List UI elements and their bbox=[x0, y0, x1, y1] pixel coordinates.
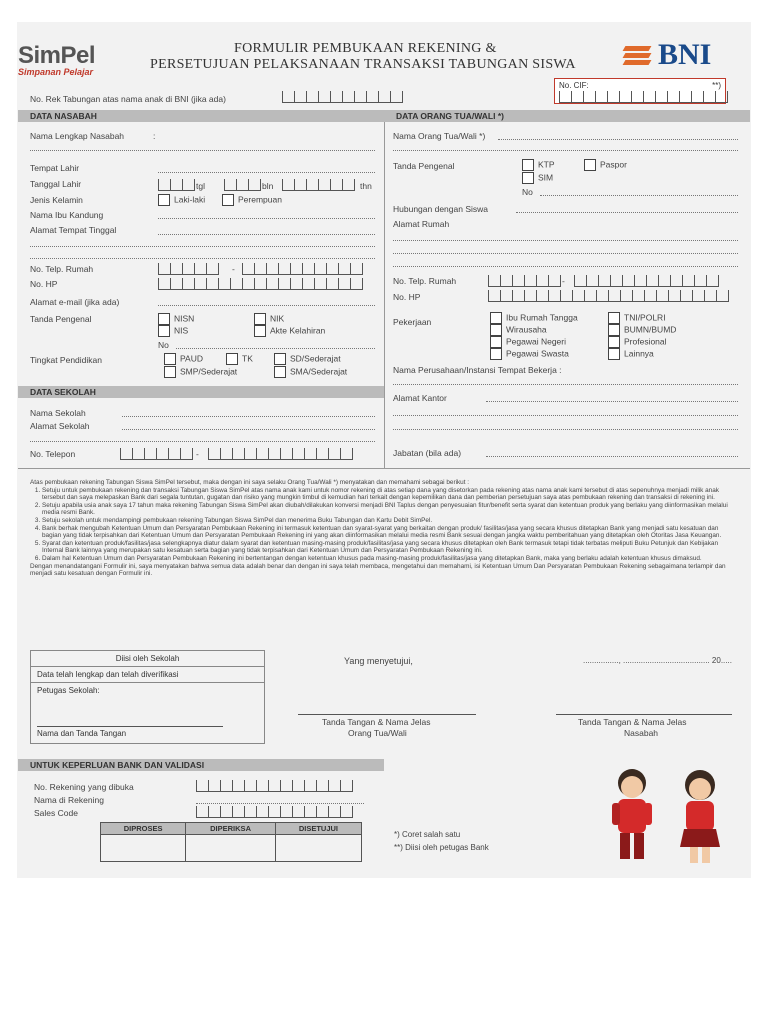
section-bank: UNTUK KEPERLUAN BANK DAN VALIDASI bbox=[18, 759, 384, 771]
alamat-rumah-line-2[interactable] bbox=[393, 253, 738, 254]
nama-ttd-label: Nama dan Tanda Tangan bbox=[37, 729, 127, 738]
alamat-line-3[interactable] bbox=[30, 258, 375, 259]
column-divider bbox=[384, 122, 385, 468]
ortu-nama-label: Nama Orang Tua/Wali *) bbox=[393, 131, 486, 141]
terms-item: 3. Setuju sekolah untuk mendampingi pembukaan rekening Tabungan Siswa SimPel dan menerima Buku Tabungan dan Kartu Debit SimPel. bbox=[42, 517, 734, 525]
cif-field[interactable] bbox=[554, 78, 726, 104]
alamat-line-1[interactable] bbox=[158, 234, 375, 235]
section-divider bbox=[18, 468, 750, 469]
sekolah-telepon-area[interactable] bbox=[120, 448, 193, 460]
sekolah-alamat-line-2[interactable] bbox=[30, 441, 375, 442]
sim-option[interactable]: SIM bbox=[522, 172, 553, 184]
wirausaha-option[interactable]: Wirausaha bbox=[490, 324, 547, 336]
bni-logo bbox=[622, 38, 711, 72]
email-field[interactable] bbox=[158, 305, 375, 306]
nasabah-nama-label: Nama Lengkap Nasabah bbox=[30, 131, 125, 141]
alamat-rumah-label: Alamat Rumah bbox=[393, 219, 450, 229]
bank-rekening-label: No. Rekening yang dibuka bbox=[34, 782, 134, 792]
perusahaan-field[interactable] bbox=[393, 384, 738, 385]
simpel-logo-text: SimPel bbox=[18, 42, 96, 69]
hp-boxes[interactable] bbox=[158, 278, 363, 290]
jenis-kelamin-label: Jenis Kelamin bbox=[30, 195, 83, 205]
nisn-option[interactable]: NISN bbox=[158, 313, 194, 325]
terms-item: 2. Setuju apabila usia anak saya 17 tahun maka rekening Tabungan Siswa SimPel akan diubah/dilakukan konversi menjadi BNI Taplus dengan penyesuaian fitur/benefit serta syarat dan ketentuan produk yang berlaku yang diinformasikan melalui media resmi Bank. bbox=[42, 502, 734, 517]
alamat-rumah-line-3[interactable] bbox=[393, 266, 738, 267]
col-disetujui: DISETUJUI bbox=[275, 823, 361, 835]
smp-option[interactable]: SMP/Sederajat bbox=[164, 366, 237, 378]
ttd-nasabah-2: Nasabah bbox=[624, 728, 659, 738]
simpel-logo-sub: Simpanan Pelajar bbox=[18, 67, 94, 77]
bank-nama-label: Nama di Rekening bbox=[34, 795, 104, 805]
irt-option[interactable]: Ibu Rumah Tangga bbox=[490, 312, 578, 324]
hp-label: No. HP bbox=[30, 279, 58, 289]
sd-option[interactable]: SD/Sederajat bbox=[274, 353, 341, 365]
akte-option[interactable]: Akte Kelahiran bbox=[254, 325, 325, 337]
col-diperiksa: DIPERIKSA bbox=[186, 823, 276, 835]
perempuan-checkbox[interactable] bbox=[222, 194, 234, 206]
title-line-1: FORMULIR PEMBUKAAN REKENING & bbox=[234, 41, 497, 56]
approval-table bbox=[100, 822, 362, 862]
telp-area-boxes[interactable] bbox=[158, 263, 219, 275]
ortu-telp-area[interactable] bbox=[488, 275, 561, 287]
ortu-nama-field[interactable] bbox=[498, 139, 738, 140]
tgl-label: tgl bbox=[196, 181, 205, 191]
simpel-logo bbox=[18, 42, 95, 77]
tempat-lahir-field[interactable] bbox=[158, 172, 375, 173]
note-1: *) Coret salah satu bbox=[394, 830, 461, 839]
sekolah-nama-field[interactable] bbox=[122, 416, 375, 417]
ttd-nasabah-1: Tanda Tangan & Nama Jelas bbox=[578, 717, 687, 727]
swasta-option[interactable]: Pegawai Swasta bbox=[490, 348, 569, 360]
pendidikan-label: Tingkat Pendidikan bbox=[30, 355, 102, 365]
sales-code-boxes[interactable] bbox=[196, 806, 353, 818]
jabatan-label: Jabatan (bila ada) bbox=[393, 448, 462, 458]
nasabah-no-label: No bbox=[158, 340, 169, 350]
col-diproses: DIPROSES bbox=[101, 823, 186, 835]
ibu-label: Nama Ibu Kandung bbox=[30, 210, 104, 220]
section-data-nasabah: DATA NASABAH bbox=[18, 110, 384, 122]
sma-option[interactable]: SMA/Sederajat bbox=[274, 366, 347, 378]
ortu-no-label: No bbox=[522, 187, 533, 197]
terms-intro: Atas pembukaan rekening Tabungan Siswa SimPel tersebut, maka dengan ini saya selaku Orang Tua/Wali *) menyatakan dan memahami sebagai berikut : bbox=[30, 479, 470, 486]
alamat-rumah-line-1[interactable] bbox=[393, 240, 738, 241]
sekolah-alamat-label: Alamat Sekolah bbox=[30, 421, 90, 431]
sekolah-telepon-boxes[interactable] bbox=[208, 448, 353, 460]
ortu-telp-label: No. Telp. Rumah bbox=[393, 276, 457, 286]
terms-item: 1. Setuju untuk pembukaan rekening dan transaksi Tabungan Siswa SimPel atas nama anak kami untuk nomor rekening di atas setiap dana yang disetorkan pada rekening atas nama anak kami tersebut di atas sepenuhnya menjadi milik anak tersebut dan saya melepaskan Bank dari segala tuntutan, gugatan dan risiko yang mungkin timbul di kemudian hari terkait dengan kepemilikan dana dan pemberian persetujuan saya atas pembukaan rekening dan transaksi di rekening ini. bbox=[42, 487, 734, 502]
telp-boxes[interactable] bbox=[242, 263, 363, 275]
sekolah-telepon-label: No. Telepon bbox=[30, 449, 76, 459]
bln-boxes[interactable] bbox=[224, 179, 261, 191]
terms-item: 6. Dalam hal Ketentuan Umum dan Persyaratan Pembukaan Rekening ini bertentangan dengan ketentuan khusus pada masing-masing produk/fasilitas/jasa yang ditetapkan Bank, maka yang berlaku adalah ketentuan khusus dimaksud. bbox=[42, 555, 734, 563]
petugas-sign-line[interactable] bbox=[37, 726, 223, 727]
terms-item: 4. Bank berhak mengubah Ketentuan Umum dan Persyaratan Pembukaan Rekening ini termasuk ketentuan dan syarat-syarat yang berkaitan dengan produk/ fasilitas/jasa yang secara khusus ditetapkan Bank yang menjadi satu kesatuan dan bagian yang tidak terpisahkan dari Ketentuan Umum dan Persyaratan Pembukaan Rekening ini yang akan diinformasikan melalui media resmi Bank sesuai dengan jangka waktu pemberitahuan yang ditetapkan oleh Otoritas Jasa Keuangan. bbox=[42, 525, 734, 540]
nasabah-nama-line[interactable] bbox=[30, 150, 375, 151]
sekolah-nama-label: Nama Sekolah bbox=[30, 408, 86, 418]
tempat-lahir-label: Tempat Lahir bbox=[30, 163, 80, 173]
school-verification-box bbox=[30, 650, 265, 744]
diperiksa-cell[interactable] bbox=[186, 835, 276, 862]
cif-note: **) bbox=[712, 81, 721, 90]
email-label: Alamat e-mail (jika ada) bbox=[30, 297, 120, 307]
cif-boxes[interactable] bbox=[559, 91, 728, 103]
profesional-option[interactable]: Profesional bbox=[608, 336, 667, 348]
section-data-sekolah: DATA SEKOLAH bbox=[18, 386, 384, 398]
disetujui-cell[interactable] bbox=[275, 835, 361, 862]
diproses-cell[interactable] bbox=[101, 835, 186, 862]
ktp-option[interactable]: KTP bbox=[522, 159, 555, 171]
sales-code-label: Sales Code bbox=[34, 808, 78, 818]
ttd-ortu-2: Orang Tua/Wali bbox=[348, 728, 407, 738]
terms-item: 5. Syarat dan ketentuan produk/fasilitas/jasa selengkapnya diatur dalam syarat dan ketentuan masing-masing produk/fasilitas/jasa yang secara khusus ditetapkan oleh Bank termasuk tetapi tidak terbatas meliputi Buku Petunjuk dan Kebijakan Internal Bank lainnya yang merupakan satu kesatuan serta bagian yang tidak terpisahkan dari Ketentuan Umum dan Persyaratan Pembukaan Rekening ini. bbox=[42, 540, 734, 555]
ortu-telp-boxes[interactable] bbox=[574, 275, 719, 287]
note-2: **) Diisi oleh petugas Bank bbox=[394, 843, 489, 852]
pekerjaan-label: Pekerjaan bbox=[393, 317, 432, 327]
tgl-boxes[interactable] bbox=[158, 179, 195, 191]
ortu-no-field[interactable] bbox=[540, 195, 738, 196]
laki-option[interactable]: Laki-laki bbox=[158, 194, 205, 206]
ortu-sign-line[interactable] bbox=[298, 714, 476, 715]
rek-label: No. Rek Tabungan atas nama anak di BNI (jika ada) bbox=[30, 94, 226, 104]
nasabah-sign-line[interactable] bbox=[556, 714, 732, 715]
ttd-ortu-1: Tanda Tangan & Nama Jelas bbox=[322, 717, 431, 727]
bni-logo-text: BNI bbox=[658, 38, 712, 71]
title-line-2: PERSETUJUAN PELAKSANAAN TRANSAKSI TABUNGAN SISWA bbox=[150, 57, 576, 72]
ortu-hp-label: No. HP bbox=[393, 292, 421, 302]
bni-mark-icon bbox=[622, 42, 654, 68]
kantor-field-3[interactable] bbox=[393, 429, 738, 430]
tni-option[interactable]: TNI/POLRI bbox=[608, 312, 666, 324]
rek-boxes[interactable] bbox=[282, 91, 403, 103]
thn-label: thn bbox=[360, 181, 372, 191]
menyetujui-label: Yang menyetujui, bbox=[344, 656, 413, 666]
date-line[interactable]: ................, ....................................... 20..... bbox=[583, 656, 732, 665]
bumn-option[interactable]: BUMN/BUMD bbox=[608, 324, 676, 336]
ortu-pengenal-label: Tanda Pengenal bbox=[393, 161, 455, 171]
sekolah-alamat-field[interactable] bbox=[122, 429, 375, 430]
jabatan-field[interactable] bbox=[486, 456, 738, 457]
pengenal-label: Tanda Pengenal bbox=[30, 314, 92, 324]
kantor-field-1[interactable] bbox=[486, 401, 738, 402]
cif-label: No. CIF: bbox=[559, 81, 589, 90]
section-data-ortu: DATA ORANG TUA/WALI *) bbox=[384, 110, 750, 122]
pns-option[interactable]: Pegawai Negeri bbox=[490, 336, 566, 348]
tk-option[interactable]: TK bbox=[226, 353, 253, 365]
bank-nama-field[interactable] bbox=[196, 803, 364, 804]
form-title bbox=[150, 41, 610, 73]
petugas-label: Petugas Sekolah: bbox=[37, 686, 100, 695]
students-illustration bbox=[600, 763, 730, 873]
tanggal-lahir-label: Tanggal Lahir bbox=[30, 179, 82, 189]
terms-block bbox=[30, 479, 734, 578]
nasabah-no-field[interactable] bbox=[176, 348, 375, 349]
hubungan-field[interactable] bbox=[516, 212, 738, 213]
lainnya-option[interactable]: Lainnya bbox=[608, 348, 654, 360]
diisi-sekolah: Diisi oleh Sekolah bbox=[31, 651, 264, 667]
paud-option[interactable]: PAUD bbox=[164, 353, 203, 365]
alamat-label: Alamat Tempat Tinggal bbox=[30, 225, 117, 235]
perempuan-option[interactable]: Perempuan bbox=[222, 194, 282, 206]
nis-option[interactable]: NIS bbox=[158, 325, 188, 337]
ibu-field[interactable] bbox=[158, 218, 375, 219]
verifikasi-label: Data telah lengkap dan telah diverifikasi bbox=[31, 667, 264, 683]
telp-label: No. Telp. Rumah bbox=[30, 264, 94, 274]
kantor-label: Alamat Kantor bbox=[393, 393, 447, 403]
ortu-nama-line-2[interactable] bbox=[393, 150, 738, 151]
bln-label: bln bbox=[262, 181, 274, 191]
thn-boxes[interactable] bbox=[282, 179, 355, 191]
ortu-hp-boxes[interactable] bbox=[488, 290, 729, 302]
kantor-field-2[interactable] bbox=[393, 415, 738, 416]
nik-option[interactable]: NIK bbox=[254, 313, 284, 325]
terms-closing: Dengan menandatangani Formulir ini, saya menyatakan bahwa semua data adalah benar dan dengan ini saya telah membaca, mengetahui dan memahami, isi Ketentuan Umum Dan Persyaratan Pembukaan Rekening sebagaimana terlampir dan menjadi satu kesatuan dengan Formulir ini. bbox=[30, 562, 726, 578]
paspor-option[interactable]: Paspor bbox=[584, 159, 627, 171]
laki-checkbox[interactable] bbox=[158, 194, 170, 206]
perusahaan-label: Nama Perusahaan/Instansi Tempat Bekerja : bbox=[393, 365, 562, 375]
alamat-line-2[interactable] bbox=[30, 246, 375, 247]
bank-rekening-boxes[interactable] bbox=[196, 780, 353, 792]
hubungan-label: Hubungan dengan Siswa bbox=[393, 204, 488, 214]
